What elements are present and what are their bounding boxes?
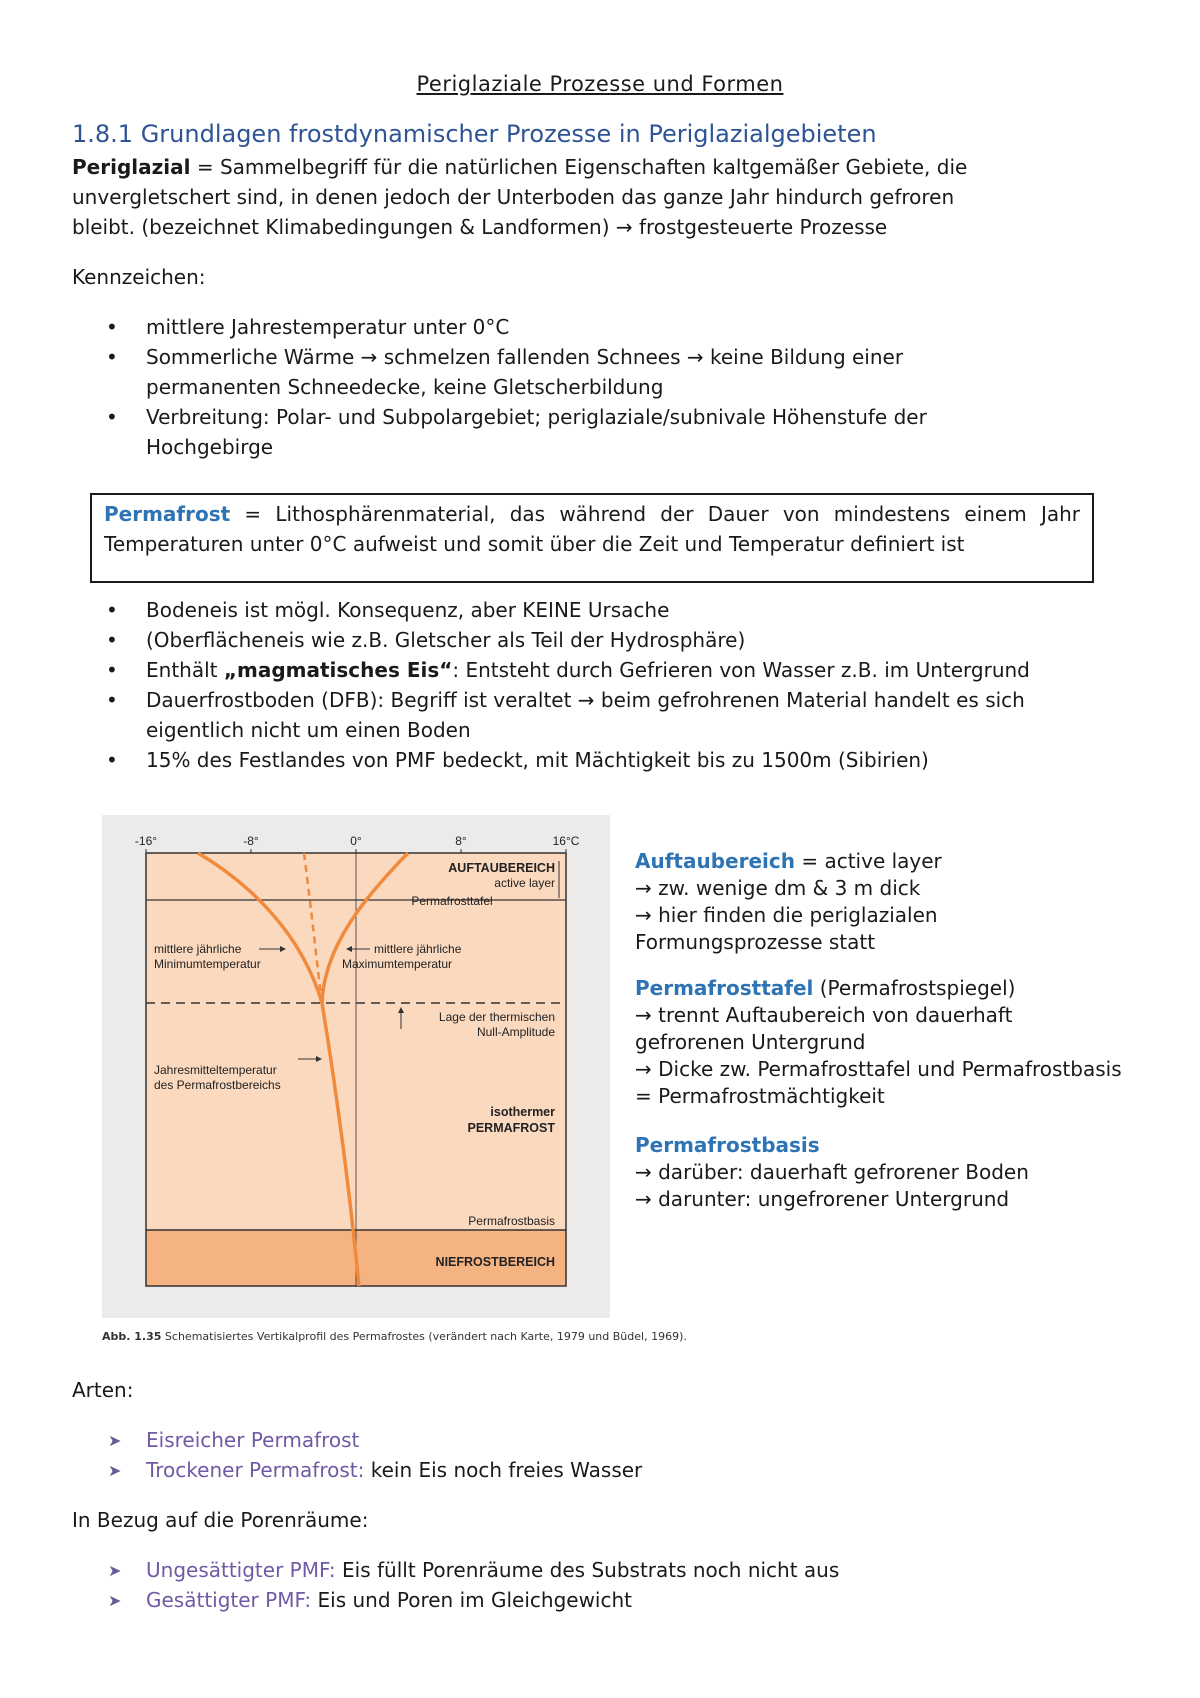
term-permafrostbasis: Permafrostbasis xyxy=(635,1133,820,1157)
label-jahresmittel-1: Jahresmitteltemperatur xyxy=(154,1063,277,1077)
bullet-icon: • xyxy=(106,658,118,682)
list-item: • Bodeneis ist mögl. Konsequenz, aber KEINE Ursache xyxy=(72,595,1172,625)
arten-list xyxy=(72,1425,1152,1485)
label-min-temp-1: mittlere jährliche xyxy=(154,942,242,956)
tick-label: 0° xyxy=(350,834,362,848)
arten-label: Arten: xyxy=(72,1378,134,1402)
label-null-amplitude-2: Null-Amplitude xyxy=(476,1025,555,1039)
tick-label: -16° xyxy=(134,834,158,848)
label-max-temp-2: Maximumtemperatur xyxy=(342,957,453,971)
label-min-temp-2: Minimumtemperatur xyxy=(154,957,261,971)
label-niefrostbereich: NIEFROSTBEREICH xyxy=(435,1255,555,1269)
permafrost-profile-diagram xyxy=(102,815,610,1318)
arrow-bullet-icon: ➤ xyxy=(108,1561,122,1580)
list-item: ➤ Eisreicher Permafrost xyxy=(72,1425,1152,1455)
arrow-bullet-icon: ➤ xyxy=(108,1461,122,1480)
term-permafrost: Permafrost xyxy=(104,502,231,526)
note-permafrosttafel: Permafrosttafel (Permafrostspiegel) → trennt Auftaubereich von dauerhaft gefrorenen Untergrund → Dicke zw. Permafrosttafel und Permafrostbasis = Permafrostmächtigkeit xyxy=(635,976,1122,1108)
page-title: Periglaziale Prozesse und Formen xyxy=(416,72,784,96)
list-item: • Sommerliche Wärme → schmelzen fallenden Schnees → keine Bildung einer permanenten Schneedecke, keine Gletscherbildung xyxy=(72,342,1152,402)
label-jahresmittel-2: des Permafrostbereichs xyxy=(154,1078,281,1092)
note-auftaubereich: Auftaubereich = active layer → zw. wenige dm & 3 m dick → hier finden die periglazialen Formungsprozesse statt xyxy=(635,849,942,954)
label-auftaubereich: AUFTAUBEREICH xyxy=(448,861,555,875)
bullet-icon: • xyxy=(106,315,118,339)
bullet-icon: • xyxy=(106,598,118,622)
permafrost-definition: = Lithosphärenmaterial, das während der Dauer von mindestens einem Jahr Temperaturen unter 0°C aufweist und somit über die Zeit und Temperatur definiert ist xyxy=(104,502,1080,556)
bullet-icon: • xyxy=(106,688,118,712)
term-auftaubereich: Auftaubereich xyxy=(635,849,795,873)
note-permafrostbasis: Permafrostbasis → darüber: dauerhaft gefrorener Boden → darunter: ungefrorener Untergrund xyxy=(635,1133,1029,1211)
list-item: • Verbreitung: Polar- und Subpolargebiet; periglaziale/subnivale Höhenstufe der Hochgebirge xyxy=(72,402,1152,462)
label-null-amplitude-1: Lage der thermischen xyxy=(438,1010,555,1024)
permafrost-profile-figure xyxy=(102,815,610,1318)
intro-line-3: bleibt. (bezeichnet Klimabedingungen & Landformen) → frostgesteuerte Prozesse xyxy=(72,215,888,239)
intro-line-1: = Sammelbegriff für die natürlichen Eigenschaften kaltgemäßer Gebiete, die xyxy=(190,155,968,179)
permafrost-definition-box xyxy=(90,493,1094,583)
label-active-layer: active layer xyxy=(494,876,555,890)
kennzeichen-list xyxy=(72,312,1152,462)
tick-label: 8° xyxy=(455,834,467,848)
arrow-bullet-icon: ➤ xyxy=(108,1431,122,1450)
intro-paragraph xyxy=(72,152,1132,242)
label-max-temp-1: mittlere jährliche xyxy=(374,942,462,956)
bullet-icon: • xyxy=(106,748,118,772)
tick-label: -8° xyxy=(243,834,259,848)
bullet-icon: • xyxy=(106,405,118,429)
bullet-icon: • xyxy=(106,345,118,369)
bullet-icon: • xyxy=(106,628,118,652)
section-heading: 1.8.1 Grundlagen frostdynamischer Prozesse in Periglazialgebieten xyxy=(72,120,877,148)
list-item: • Dauerfrostboden (DFB): Begriff ist veraltet → beim gefrohrenen Material handelt es sich eigentlich nicht um einen Boden xyxy=(72,685,1172,745)
term-permafrosttafel: Permafrosttafel xyxy=(635,976,814,1000)
term-periglazial: Periglazial xyxy=(72,155,191,179)
list-item: • 15% des Festlandes von PMF bedeckt, mit Mächtigkeit bis zu 1500m (Sibirien) xyxy=(72,745,1172,775)
kennzeichen-label: Kennzeichen: xyxy=(72,265,206,289)
list-item: • Enthält „magmatisches Eis“: Entsteht durch Gefrieren von Wasser z.B. im Untergrund xyxy=(72,655,1172,685)
label-isotherm-1: isothermer xyxy=(490,1105,555,1119)
list-item: ➤ Trockener Permafrost: kein Eis noch freies Wasser xyxy=(72,1455,1152,1485)
poren-list xyxy=(72,1555,1152,1615)
list-item: ➤ Gesättigter PMF: Eis und Poren im Gleichgewicht xyxy=(72,1585,1152,1615)
list-item: • mittlere Jahrestemperatur unter 0°C xyxy=(72,312,1152,342)
list-item: ➤ Ungesättigter PMF: Eis füllt Porenräume des Substrats noch nicht aus xyxy=(72,1555,1152,1585)
poren-label: In Bezug auf die Porenräume: xyxy=(72,1508,369,1532)
figure-caption: Abb. 1.35 Schematisiertes Vertikalprofil des Permafrostes (verändert nach Karte, 1979 und Büdel, 1969). xyxy=(102,1330,687,1343)
tick-label: 16°C xyxy=(552,834,580,848)
intro-line-2: unvergletschert sind, in denen jedoch der Unterboden das ganze Jahr hindurch gefroren xyxy=(72,185,955,209)
label-permafrosttafel: Permafrosttafel xyxy=(411,894,493,908)
label-isotherm-2: PERMAFROST xyxy=(467,1121,555,1135)
permafrost-list xyxy=(72,595,1172,775)
arrow-bullet-icon: ➤ xyxy=(108,1591,122,1610)
list-item: • (Oberflächeneis wie z.B. Gletscher als Teil der Hydrosphäre) xyxy=(72,625,1172,655)
label-permafrostbasis: Permafrostbasis xyxy=(468,1214,555,1228)
